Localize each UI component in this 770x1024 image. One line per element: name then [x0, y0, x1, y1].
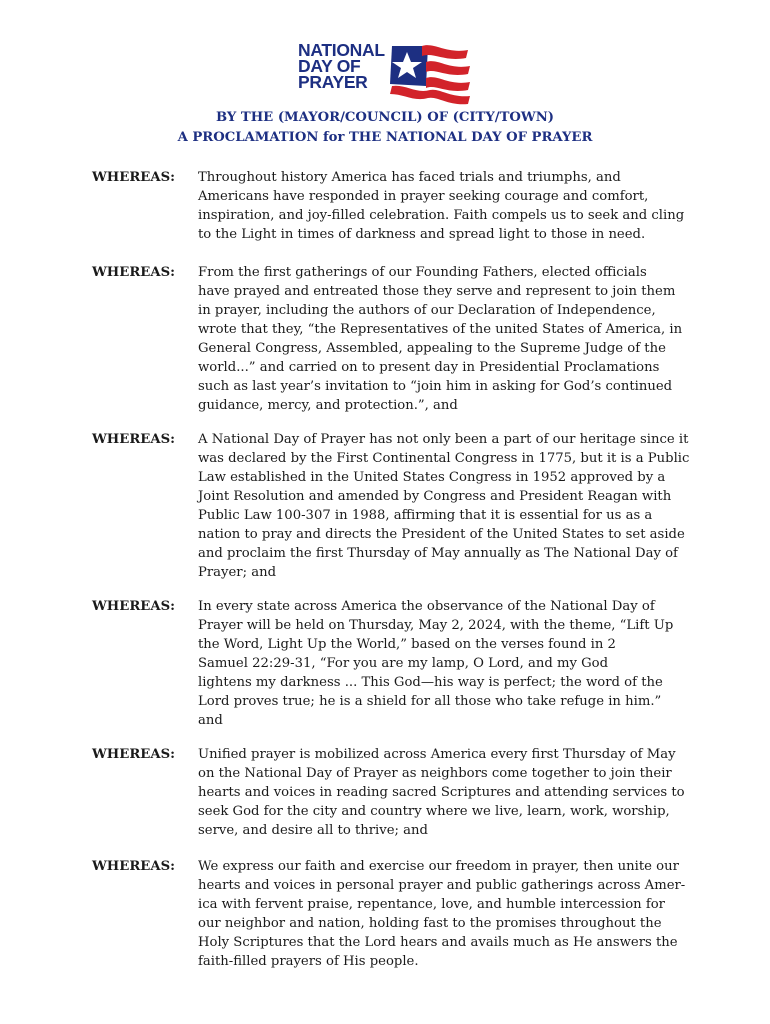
whereas-label: WHEREAS: [92, 170, 175, 185]
whereas-text-line: and proclaim the first Thursday of May annually as The National Day of [198, 546, 678, 561]
whereas-label: WHEREAS: [92, 747, 175, 762]
logo-line-1: NATIONAL [298, 40, 385, 60]
whereas-text-line: faith-filled prayers of His people. [198, 954, 419, 969]
whereas-text-line: Holy Scriptures that the Lord hears and avails much as He answers the [198, 935, 678, 950]
whereas-text-line: to the Light in times of darkness and spread light to those in need. [198, 227, 646, 242]
logo-line-2: DAY OF [298, 56, 361, 76]
whereas-text [198, 168, 688, 244]
whereas-text [198, 745, 688, 840]
whereas-text-line: Law established in the United States Congress in 1952 approved by a [198, 470, 666, 485]
whereas-text-line: was declared by the First Continental Congress in 1775, but it is a Public [198, 451, 690, 466]
logo-wordmark [298, 42, 385, 90]
whereas-label: WHEREAS: [92, 265, 175, 280]
whereas-text-line: wrote that they, “the Representatives of the united States of America, in [198, 322, 683, 337]
whereas-text-line: inspiration, and joy-filled celebration. Faith compels us to seek and cling [198, 208, 685, 223]
whereas-text-line: seek God for the city and country where we live, learn, work, worship, [198, 804, 670, 819]
whereas-text-line: Prayer will be held on Thursday, May 2, 2024, with the theme, “Lift Up [198, 618, 674, 633]
whereas-text-line: on the National Day of Prayer as neighbors come together to join their [198, 766, 672, 781]
whereas-text-line: and [198, 713, 223, 728]
whereas-text [198, 597, 688, 730]
whereas-text-line: Samuel 22:29-31, “For you are my lamp, O Lord, and my God [198, 656, 609, 671]
whereas-text-line: In every state across America the observance of the National Day of [198, 599, 655, 614]
whereas-text-line: Public Law 100-307 in 1988, affirming that it is essential for us as a [198, 508, 653, 523]
whereas-text-line: our neighbor and nation, holding fast to the promises throughout the [198, 916, 662, 931]
whereas-text-line: the Word, Light Up the World,” based on the verses found in 2 [198, 637, 616, 652]
whereas-text-line: hearts and voices in personal prayer and public gatherings across Amer- [198, 878, 686, 893]
proclamation-heading: BY THE (MAYOR/COUNCIL) OF (CITY/TOWN) [215, 110, 555, 125]
whereas-text-line: Prayer; and [198, 565, 277, 580]
logo-line-3: PRAYER [298, 72, 368, 92]
whereas-text-line: Joint Resolution and amended by Congress and President Reagan with [198, 489, 672, 504]
whereas-text-line: world...” and carried on to present day in Presidential Proclamations [198, 360, 660, 375]
whereas-text-line: From the first gatherings of our Founding Fathers, elected officials [198, 265, 647, 280]
ndp-logo [298, 40, 478, 110]
whereas-text [198, 430, 688, 582]
whereas-text-line: guidance, mercy, and protection.”, and [198, 398, 458, 413]
whereas-label: WHEREAS: [92, 599, 175, 614]
whereas-text-line: in prayer, including the authors of our Declaration of Independence, [198, 303, 656, 318]
whereas-text [198, 857, 688, 971]
whereas-text-line: nation to pray and directs the President of the United States to set aside [198, 527, 685, 542]
whereas-text-line: such as last year’s invitation to “join him in asking for God’s continued [198, 379, 673, 394]
whereas-text-line: Throughout history America has faced trials and triumphs, and [198, 170, 621, 185]
whereas-text-line: hearts and voices in reading sacred Scriptures and attending services to [198, 785, 685, 800]
whereas-text-line: Americans have responded in prayer seeking courage and comfort, [198, 189, 649, 204]
whereas-text [198, 263, 688, 415]
whereas-text-line: A National Day of Prayer has not only been a part of our heritage since it [198, 432, 689, 447]
flag-icon [382, 40, 474, 108]
whereas-text-line: General Congress, Assembled, appealing to the Supreme Judge of the [198, 341, 666, 356]
whereas-text-line: Unified prayer is mobilized across America every first Thursday of May [198, 747, 676, 762]
whereas-text-line: We express our faith and exercise our freedom in prayer, then unite our [198, 859, 679, 874]
whereas-label: WHEREAS: [92, 432, 175, 447]
whereas-text-line: have prayed and entreated those they serve and represent to join them [198, 284, 676, 299]
whereas-label: WHEREAS: [92, 859, 175, 874]
whereas-text-line: lightens my darkness ... This God—his way is perfect; the word of the [198, 675, 663, 690]
proclamation-subheading: A PROCLAMATION for THE NATIONAL DAY OF PRAYER [177, 130, 593, 145]
whereas-text-line: Lord proves true; he is a shield for all those who take refuge in him.” [198, 694, 662, 709]
whereas-text-line: ica with fervent praise, repentance, love, and humble intercession for [198, 897, 665, 912]
whereas-text-line: serve, and desire all to thrive; and [198, 823, 428, 838]
